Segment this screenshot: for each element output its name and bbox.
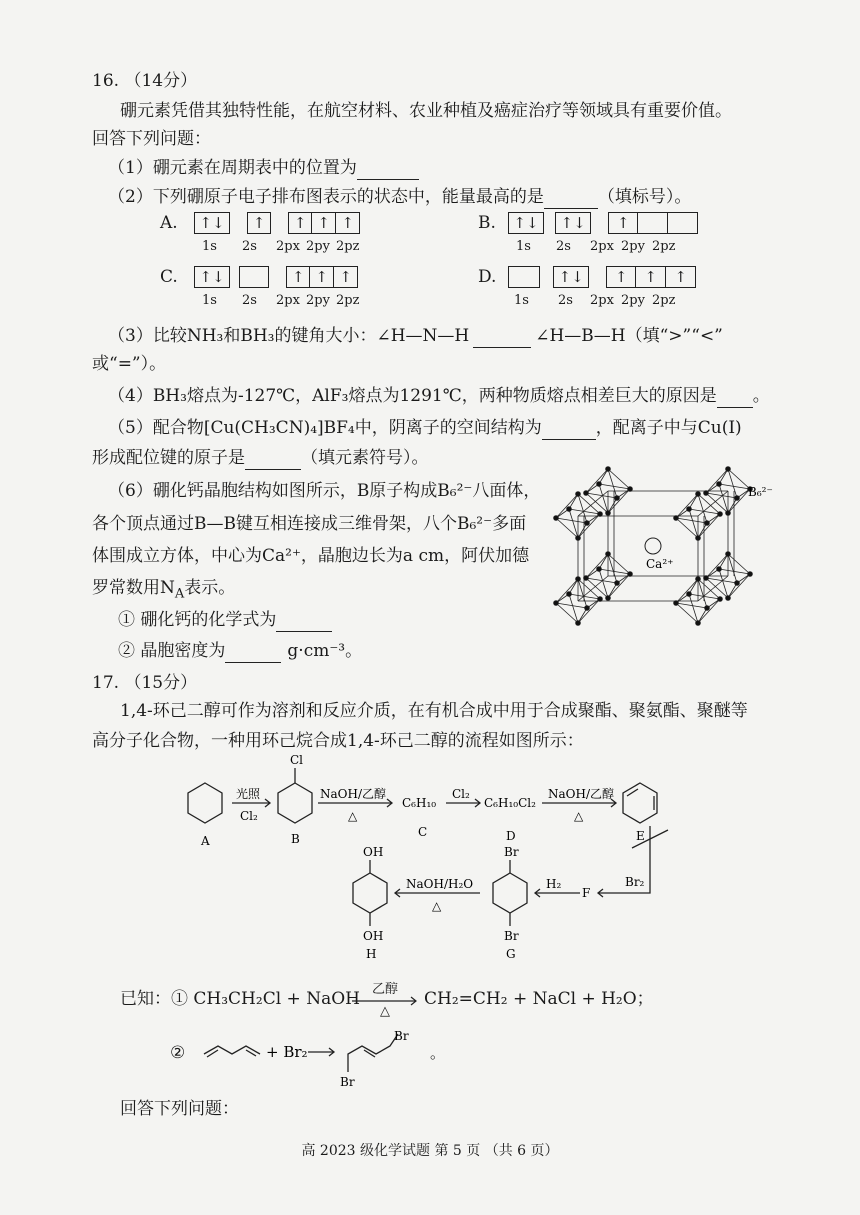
boron-octahedron-label: B₆²⁻ xyxy=(748,485,773,499)
cond-b-bottom: △ xyxy=(348,809,358,823)
q17-answer-prompt: 回答下列问题： xyxy=(120,1099,239,1119)
orbital-box: ↑↓ xyxy=(508,212,544,234)
q16-intro-line1: 硼元素凭借其独特性能，在航空材料、农业种植及癌症治疗等领域具有重要价值。 xyxy=(120,101,732,121)
orbital-box: ↑ xyxy=(286,266,310,288)
orbital-label: 2pz xyxy=(336,293,360,308)
boron-atom xyxy=(584,576,589,581)
known1-condition-bottom: △ xyxy=(380,1004,390,1019)
orbital-box: ↑ xyxy=(336,212,360,234)
formula-d: C₆H₁₀Cl₂ xyxy=(484,796,536,810)
answer-blank xyxy=(276,609,332,632)
boron-atom xyxy=(735,496,740,501)
boron-atom xyxy=(726,552,731,557)
q16-part1 xyxy=(108,157,419,180)
orbital-label: 1s xyxy=(514,293,529,308)
q16-header: 16. （14分） xyxy=(92,71,198,91)
q16-part6-sub1-text: ① 硼化钙的化学式为 xyxy=(118,610,277,630)
q16-part5-text-d: （填元素符号）。 xyxy=(301,448,429,468)
orbital-label: 2px xyxy=(276,293,300,308)
boron-atom xyxy=(696,621,701,626)
q16-part2-tail: （填标号）。 xyxy=(597,187,692,207)
cond-e-reagent: Br₂ xyxy=(625,875,645,889)
boron-atom xyxy=(687,507,692,512)
cond-a-bottom: Cl₂ xyxy=(240,809,258,823)
cond-b-top: NaOH/乙醇 xyxy=(320,787,387,801)
orbital-label: 1s xyxy=(202,239,217,254)
orbital-label: 2py xyxy=(306,293,330,308)
chloro-substituent: Cl xyxy=(290,753,304,767)
boron-atom xyxy=(718,512,723,517)
orbital-label: 1s xyxy=(516,239,531,254)
boron-atom xyxy=(598,597,603,602)
known1-condition-top: 乙醇 xyxy=(371,982,398,997)
calcium-ion-marker xyxy=(645,538,661,554)
answer-blank xyxy=(542,417,596,440)
option-letter: B. xyxy=(478,213,496,233)
known-label: 已知：① xyxy=(120,989,188,1009)
boron-atom xyxy=(606,596,611,601)
q16-part6-line3: 体围成立方体，中心为Ca²⁺，晶胞边长为a cm，阿伏加德 xyxy=(92,546,530,566)
boron-atom xyxy=(606,511,611,516)
boron-atom xyxy=(717,567,722,572)
orbital-box: ↑ xyxy=(288,212,312,234)
label-h: H xyxy=(366,947,377,961)
q16-intro-line2: 回答下列问题： xyxy=(92,129,211,149)
boron-atom xyxy=(567,507,572,512)
cyclohexane-a xyxy=(188,783,222,823)
dibromocyclohexane-g xyxy=(493,873,527,913)
answer-blank xyxy=(473,325,531,348)
orbital-box: ↑↓ xyxy=(555,212,591,234)
boron-atom xyxy=(597,567,602,572)
q16-part4: （4）BH₃熔点为-127℃，AlF₃熔点为1291℃，两种物质熔点相差巨大的原因是 。 xyxy=(108,386,770,406)
boron-atom xyxy=(748,572,753,577)
orbital-box: ↑ xyxy=(666,266,696,288)
boron-atom xyxy=(704,491,709,496)
orbital-box: ↑↓ xyxy=(194,266,230,288)
q16-part5-text-a: （5）配合物[Cu(CH₃CN)₄]BF₄中，阴离子的空间结构为 xyxy=(108,418,542,438)
orbital-box: ↑ xyxy=(608,212,638,234)
q16-part5-text-b: ，配离子中与Cu(Ⅰ) xyxy=(595,418,742,438)
orbital-box: ↑ xyxy=(310,266,334,288)
orbital-box: ↑ xyxy=(606,266,636,288)
q16-part5-line2 xyxy=(92,447,429,470)
calcium-ion-label: Ca²⁺ xyxy=(646,557,674,571)
q16-part6-sub1 xyxy=(118,609,332,632)
bromo-label: Br xyxy=(394,1030,409,1043)
cond-g-top: NaOH/H₂O xyxy=(406,877,474,891)
orbital-box: ↑ xyxy=(636,266,666,288)
boron-atom xyxy=(687,592,692,597)
orbital-label: 2s xyxy=(558,293,573,308)
option-letter: A. xyxy=(160,213,178,233)
boron-atom xyxy=(674,601,679,606)
orbital-label: 2px xyxy=(590,239,614,254)
option-letter: C. xyxy=(160,267,178,287)
boron-atom xyxy=(696,536,701,541)
hydroxy-top: OH xyxy=(363,845,384,859)
chlorocyclohexane-b xyxy=(278,783,312,823)
boron-atom xyxy=(567,592,572,597)
boron-atom xyxy=(615,581,620,586)
q17-header: 17. （15分） xyxy=(92,673,198,693)
q17-intro-line2: 高分子化合物，一种用环己烷合成1,4-环己二醇的流程如图所示： xyxy=(92,731,584,751)
q16-part3-text-b: ∠H—B—H（填“>”“<” xyxy=(535,326,723,346)
q16-part5-text-c: 形成配位键的原子是 xyxy=(92,448,245,468)
q16-part6-line2: 各个顶点通过B—B键互相连接成三维骨架，八个B₆²⁻多面 xyxy=(92,514,527,534)
orbital-label: 2px xyxy=(276,239,300,254)
known-reaction-1 xyxy=(120,988,360,1010)
bromo-top: Br xyxy=(504,845,519,859)
orbital-box: ↑↓ xyxy=(194,212,230,234)
boron-atom xyxy=(598,512,603,517)
q16-part6-sub: A xyxy=(174,586,185,602)
q16-part3-text-a: （3）比较NH₃和BH₃的键角大小：∠H—N—H xyxy=(108,326,470,346)
q16-part6-sub2 xyxy=(118,640,362,663)
cond-f-reagent: H₂ xyxy=(546,877,562,891)
boron-atom xyxy=(615,496,620,501)
cyclohexanediol-h xyxy=(353,873,387,913)
orbital-box xyxy=(638,212,668,234)
q16-part3-line2: 或“=”）。 xyxy=(92,354,167,374)
boron-atom xyxy=(606,552,611,557)
boron-atom xyxy=(704,576,709,581)
cond-a-top: 光照 xyxy=(236,787,261,801)
q16-part6-line1: （6）硼化钙晶胞结构如图所示，B原子构成B₆²⁻八面体， xyxy=(108,481,541,501)
q16-part2 xyxy=(108,186,691,209)
label-f: F xyxy=(582,886,591,900)
cyclohexadiene-e xyxy=(623,783,657,823)
orbital-label: 2pz xyxy=(652,293,676,308)
orbital-box xyxy=(668,212,698,234)
q17-intro-line1: 1,4-环己二醇可作为溶剂和反应介质，在有机合成中用于合成聚酯、聚氨酯、聚醚等 xyxy=(120,701,748,721)
label-b: B xyxy=(291,832,300,846)
boron-atom xyxy=(696,492,701,497)
boron-atom xyxy=(576,577,581,582)
orbital-label: 2py xyxy=(306,239,330,254)
q16-part6-sub2-unit: g·cm⁻³。 xyxy=(287,641,363,661)
cond-g-bottom: △ xyxy=(432,899,442,913)
known2-end: 。 xyxy=(430,1044,446,1062)
q16-part6-line4 xyxy=(92,577,235,605)
label-c: C xyxy=(418,825,428,839)
answer-blank xyxy=(357,157,419,180)
boron-atom xyxy=(696,577,701,582)
orbital-label: 2pz xyxy=(336,239,360,254)
orbital-box: ↑↓ xyxy=(553,266,589,288)
q16-part6-text-d-tail: 表示。 xyxy=(184,578,236,598)
label-d: D xyxy=(506,829,516,843)
boron-atom xyxy=(584,491,589,496)
orbital-box: ↑ xyxy=(312,212,336,234)
orbital-label: 2pz xyxy=(652,239,676,254)
synthesis-flow-scheme xyxy=(170,748,690,978)
calcium-boride-crystal-figure xyxy=(548,456,778,636)
q16-part2-text: （2）下列硼原子电子排布图表示的状态中，能量最高的是 xyxy=(108,187,544,207)
boron-atom xyxy=(628,487,633,492)
boron-atom xyxy=(717,482,722,487)
boron-atom xyxy=(576,536,581,541)
orbital-box xyxy=(239,266,269,288)
boron-atom xyxy=(585,606,590,611)
boron-atom xyxy=(576,492,581,497)
orbital-label: 2s xyxy=(242,239,257,254)
q16-part5 xyxy=(108,417,742,440)
q16-part1-text: （1）硼元素在周期表中的位置为 xyxy=(108,158,357,178)
option-letter: D. xyxy=(478,267,497,287)
boron-atom xyxy=(726,511,731,516)
q16-part6-sub2-text: ② 晶胞密度为 xyxy=(118,641,226,661)
formula-c: C₆H₁₀ xyxy=(402,796,437,810)
boron-atom xyxy=(735,581,740,586)
boron-atom xyxy=(585,521,590,526)
bromo-bottom: Br xyxy=(504,929,519,943)
boron-atom xyxy=(606,467,611,472)
q16-part4-text: （4）BH₃熔点为-127℃，AlF₃熔点为1291℃，两种物质熔点相差巨大的原因是 xyxy=(108,386,717,406)
known1-reactants: CH₃CH₂Cl + NaOH xyxy=(193,989,360,1009)
answer-blank xyxy=(245,447,301,470)
known2-label: ② xyxy=(170,1043,186,1063)
orbital-label: 2py xyxy=(621,293,645,308)
orbital-box: ↑ xyxy=(247,212,271,234)
cond-d-top: NaOH/乙醇 xyxy=(548,787,615,801)
orbital-label: 2px xyxy=(590,293,614,308)
orbital-label: 2py xyxy=(621,239,645,254)
boron-atom xyxy=(726,596,731,601)
dibromobutene xyxy=(348,1034,398,1072)
answer-blank xyxy=(717,385,753,408)
answer-blank xyxy=(544,186,598,209)
boron-atom xyxy=(576,621,581,626)
known1-products: CH₂=CH₂ + NaCl + H₂O； xyxy=(424,989,654,1009)
orbital-label: 2s xyxy=(556,239,571,254)
known2-reagent: + Br₂ xyxy=(266,1043,308,1061)
cond-d-bottom: △ xyxy=(574,809,584,823)
answer-blank xyxy=(225,640,281,663)
label-a: A xyxy=(201,834,210,848)
boron-atom xyxy=(597,482,602,487)
orbital-label: 2s xyxy=(242,293,257,308)
boron-atom xyxy=(705,606,710,611)
boron-atom xyxy=(554,516,559,521)
orbital-box xyxy=(508,266,540,288)
boron-atom xyxy=(628,572,633,577)
bromo-label: Br xyxy=(340,1075,355,1089)
orbital-label: 1s xyxy=(202,293,217,308)
page-footer: 高 2023 级化学试题 第 5 页 （共 6 页） xyxy=(301,1143,559,1159)
label-e: E xyxy=(636,829,645,843)
boron-atom xyxy=(674,516,679,521)
cond-c-top: Cl₂ xyxy=(452,787,470,801)
boron-atom xyxy=(705,521,710,526)
boron-atom xyxy=(726,467,731,472)
boron-atom xyxy=(554,601,559,606)
boron-atom xyxy=(718,597,723,602)
known-reaction-2 xyxy=(198,1030,448,1090)
hydroxy-bottom: OH xyxy=(363,929,384,943)
q16-part3 xyxy=(108,325,723,348)
q16-part6-text-d: 罗常数用N xyxy=(92,578,175,598)
orbital-box: ↑ xyxy=(334,266,358,288)
label-g: G xyxy=(506,947,516,961)
